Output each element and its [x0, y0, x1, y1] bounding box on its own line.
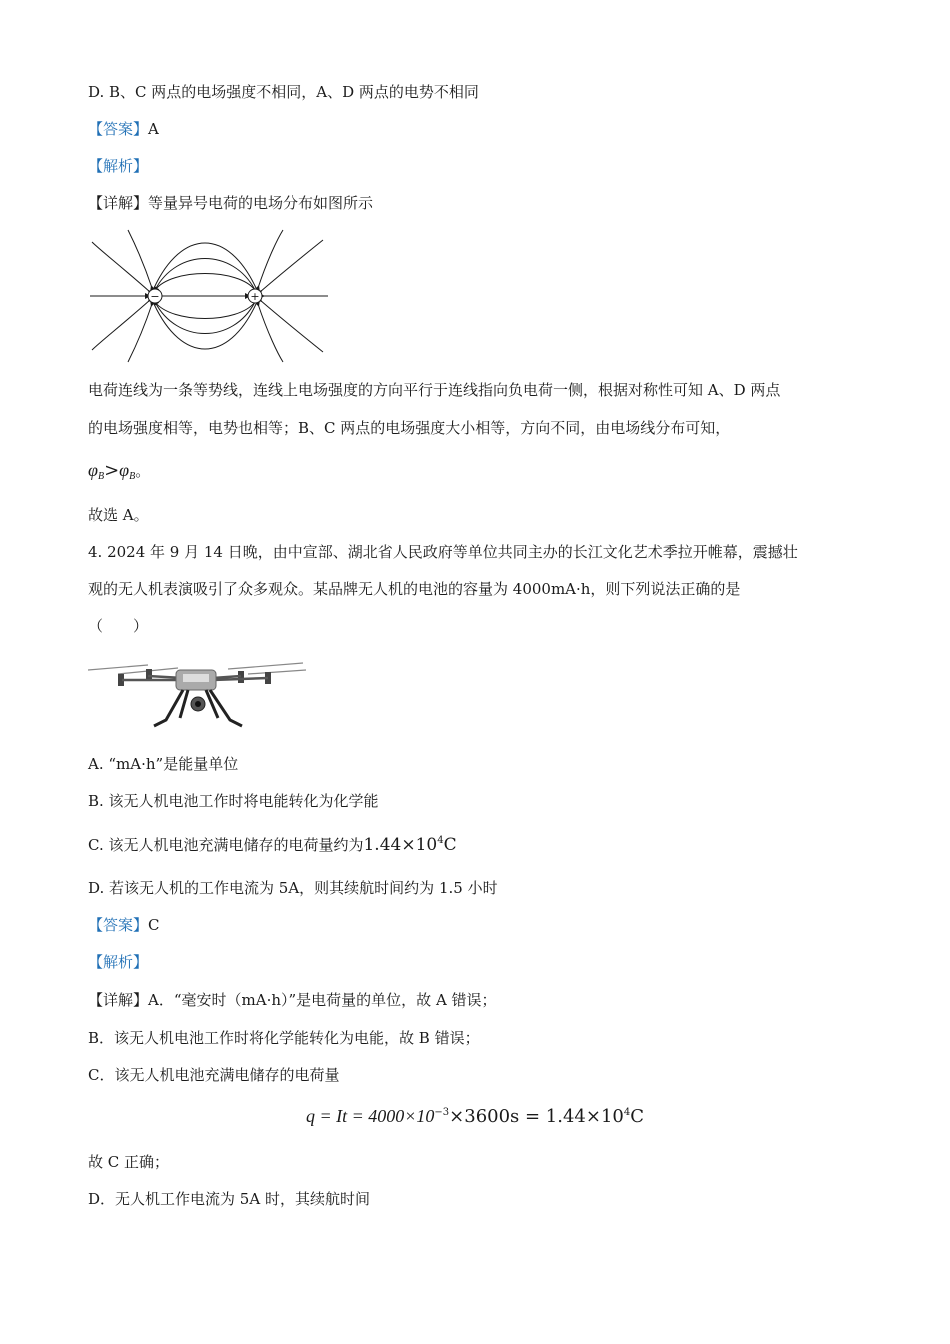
- phi-subscript: B: [129, 471, 136, 482]
- q4-option-c: [88, 835, 457, 855]
- eq-mid: ×3600s = 1.44×10: [449, 1106, 624, 1127]
- period: 。: [135, 462, 151, 480]
- q4-answer: [88, 915, 160, 935]
- phi-subscript: B: [97, 471, 105, 482]
- drone-image: [88, 660, 306, 732]
- prev-option-d: D. B、C 两点的电场强度不相同，A、D 两点的电势不相同: [88, 83, 479, 101]
- q4-c-correct: 故 C 正确；: [88, 1153, 170, 1171]
- answer-tag: 【答案】: [88, 120, 149, 138]
- field-line: [258, 230, 283, 288]
- q3-conclusion: 故选 A。: [88, 506, 149, 524]
- field-line: [155, 302, 255, 334]
- charge-equation: [0, 1106, 950, 1127]
- eq-lhs: q = It = 4000×10: [305, 1106, 435, 1126]
- q4-stem-line3: （ ）: [88, 617, 149, 635]
- q4-option-d: D. 若该无人机的工作电流为 5A，则其续航时间约为 1.5 小时: [88, 879, 498, 897]
- math-base: 1.44×10: [363, 835, 438, 855]
- detail-text: 等量异号电荷的电场分布如图所示: [148, 194, 374, 212]
- detail-a-text: A．“毫安时（mA·h）”是电荷量的单位，故 A 错误；: [148, 991, 497, 1009]
- q4-option-b: B. 该无人机电池工作时将电能转化为化学能: [88, 792, 379, 810]
- q3-answer: [88, 119, 159, 139]
- greater-than: >: [104, 460, 120, 481]
- eq-unit: C: [630, 1106, 645, 1127]
- field-line: [155, 274, 255, 291]
- field-line: [128, 230, 152, 288]
- q3-explain-line1: 电荷连线为一条等势线，连线上电场强度的方向平行于连线指向负电荷一侧，根据对称性可知 A、D 两点: [88, 381, 781, 399]
- q4-detail-b: B．该无人机电池工作时将化学能转化为电能，故 B 错误；: [88, 1029, 480, 1047]
- field-line: [128, 304, 152, 362]
- positive-sign: +: [250, 290, 260, 303]
- field-line: [92, 300, 150, 350]
- propeller: [88, 665, 148, 670]
- option-c-text: C. 该无人机电池充满电储存的电荷量约为: [88, 836, 364, 854]
- q4-detail-d: D．无人机工作电流为 5A 时，其续航时间: [88, 1190, 370, 1208]
- field-line: [260, 240, 323, 292]
- q3-potential-relation: [88, 460, 150, 481]
- q4-detail-c: C．该无人机电池充满电储存的电荷量: [88, 1066, 340, 1084]
- detail-tag: 【详解】: [88, 991, 149, 1009]
- detail-tag: 【详解】: [88, 194, 149, 212]
- field-line: [260, 300, 323, 352]
- field-line: [154, 243, 256, 288]
- q3-explain-line2: 的电场强度相等，电势也相等；B、C 两点的电场强度大小相等，方向不同，由电场线分布可知，: [88, 419, 731, 437]
- phi-symbol: φ: [119, 460, 130, 480]
- field-line: [155, 302, 255, 319]
- option-c-math: [363, 835, 456, 855]
- field-line: [155, 259, 255, 291]
- answer-tag: 【答案】: [88, 916, 149, 934]
- q4-option-a: A. “mA·h”是能量单位: [88, 755, 239, 773]
- math-unit: C: [443, 835, 457, 855]
- field-line: [92, 242, 150, 292]
- propeller: [248, 670, 306, 674]
- eq-exponent: 4: [623, 1107, 631, 1118]
- drone-body-panel: [183, 674, 209, 682]
- math-exponent: 4: [437, 835, 444, 846]
- field-line: [154, 304, 256, 349]
- negative-sign: −: [150, 290, 160, 303]
- q3-detail: [88, 193, 373, 213]
- q4-detail-a: [88, 990, 497, 1010]
- dipole-field-diagram: [88, 228, 333, 363]
- q4-stem-line2: 观的无人机表演吸引了众多观众。某品牌无人机的电池的容量为 4000mA·h，则下列说法正确的是: [88, 580, 741, 598]
- eq-exponent: −3: [434, 1107, 450, 1118]
- answer-value: A: [148, 120, 159, 138]
- q3-analysis-tag: 【解析】: [88, 157, 149, 175]
- q4-analysis-tag: 【解析】: [88, 953, 149, 971]
- q4-stem-line1: 4. 2024 年 9 月 14 日晚，由中宣部、湖北省人民政府等单位共同主办的长江文化艺术季拉开帷幕，震撼壮: [88, 543, 798, 561]
- propeller: [228, 663, 303, 669]
- phi-symbol: φ: [88, 460, 98, 480]
- camera-lens: [195, 701, 201, 707]
- answer-value: C: [148, 916, 160, 934]
- field-line: [258, 304, 283, 362]
